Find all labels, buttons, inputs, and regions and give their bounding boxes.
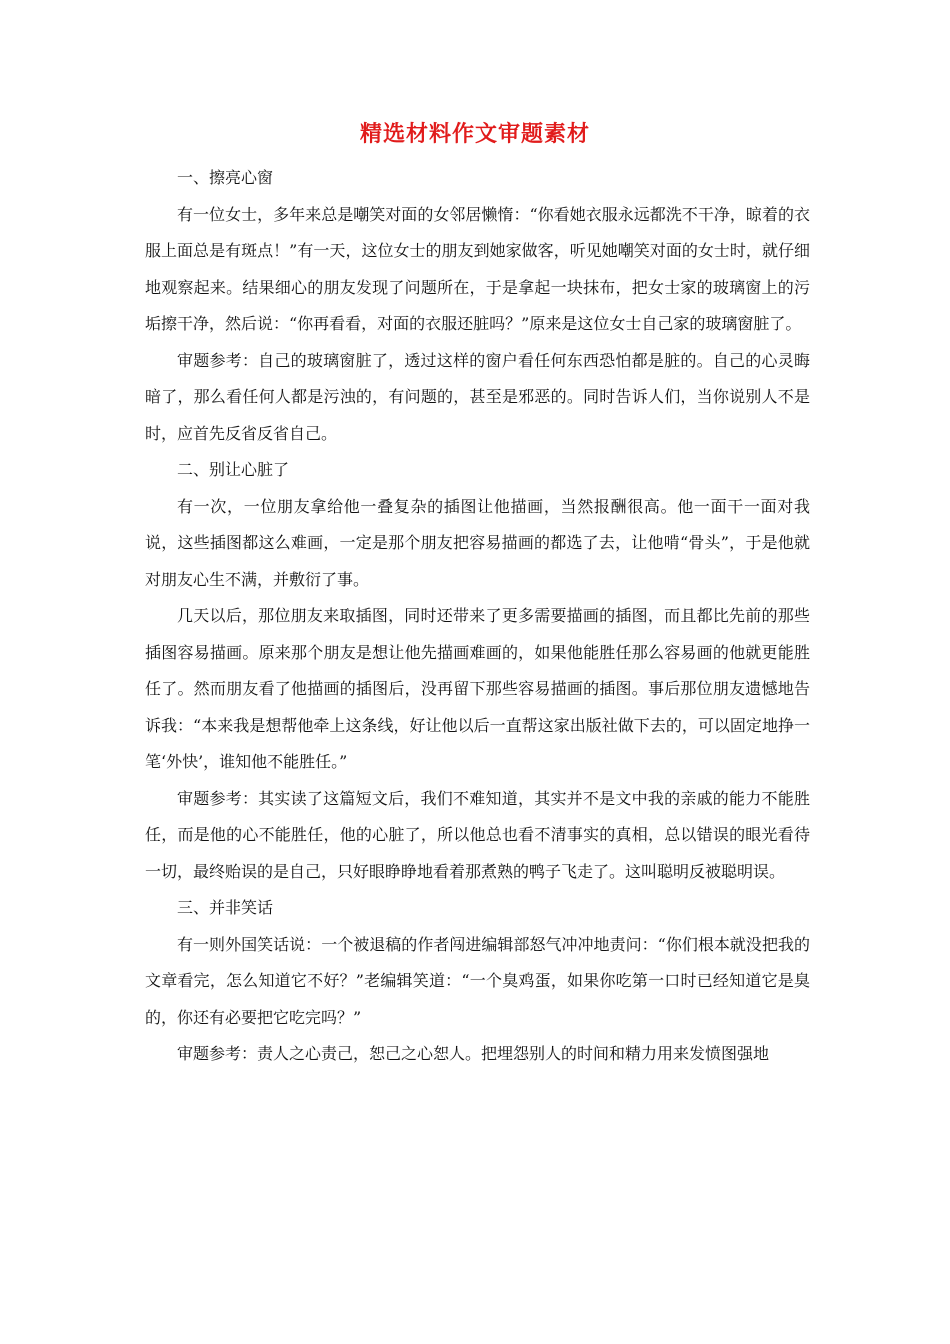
section-2-paragraph-2: 几天以后，那位朋友来取插图，同时还带来了更多需要描画的插图，而且都比先前的那些插图容易描画。原来那个朋友是想让他先描画难画的，如果他能胜任那么容易画的他就更能胜任了。然而朋友看了他描画的插图后，没再留下那些容易描画的插图。事后那位朋友遗憾地告诉我：“本来我是想帮他牵上这条线，好让他以后一直帮这家出版社做下去的，可以固定地挣一笔‘外快’，谁知他不能胜任。” (145, 606, 810, 771)
section-2-paragraph-1: 有一次，一位朋友拿给他一叠复杂的插图让他描画，当然报酬很高。他一面干一面对我说，这些插图都这么难画，一定是那个朋友把容易描画的都选了去，让他啃“骨头”，于是他就对朋友心生不满，并敷衍了事。 (145, 496, 810, 589)
section-2-paragraph-3: 审题参考：其实读了这篇短文后，我们不难知道，其实并不是文中我的亲戚的能力不能胜任，而是他的心不能胜任，他的心脏了，所以他总也看不清事实的真相，总以错误的眼光看待一切，最终贻误的是自己，只好眼睁睁地看着那煮熟的鸭子飞走了。这叫聪明反被聪明误。 (145, 788, 810, 881)
section-heading-2: 二、别让心脏了 (177, 460, 290, 479)
section-1-paragraph-2: 审题参考：自己的玻璃窗脏了，透过这样的窗户看任何东西恐怕都是脏的。自己的心灵晦暗了，那么看任何人都是污浊的，有问题的，甚至是邪恶的。同时告诉人们，当你说别人不是时，应首先反省反省自己。 (145, 350, 810, 443)
document-body (145, 160, 810, 1073)
section-1-paragraph-1: 有一位女士，多年来总是嘲笑对面的女邻居懒惰：“你看她衣服永远都洗不干净，晾着的衣服上面总是有斑点！”有一天，这位女士的朋友到她家做客，听见她嘲笑对面的女士时，就仔细地观察起来。结果细心的朋友发现了问题所在，于是拿起一块抹布，把女士家的玻璃窗上的污垢擦干净，然后说：“你再看看，对面的衣服还脏吗？”原来是这位女士自己家的玻璃窗脏了。 (145, 204, 810, 333)
section-3-paragraph-1: 有一则外国笑话说：一个被退稿的作者闯进编辑部怒气冲冲地责问：“你们根本就没把我的文章看完，怎么知道它不好？”老编辑笑道：“一个臭鸡蛋，如果你吃第一口时已经知道它是臭的，你还有必要把它吃完吗？” (145, 934, 810, 1027)
page-title: 精选材料作文审题素材 (359, 122, 590, 147)
section-heading-3: 三、并非笑话 (177, 898, 274, 917)
section-3-paragraph-2: 审题参考：责人之心责己，恕己之心恕人。把埋怨别人的时间和精力用来发愤图强地 (177, 1044, 770, 1063)
section-heading-1: 一、擦亮心窗 (177, 168, 274, 187)
